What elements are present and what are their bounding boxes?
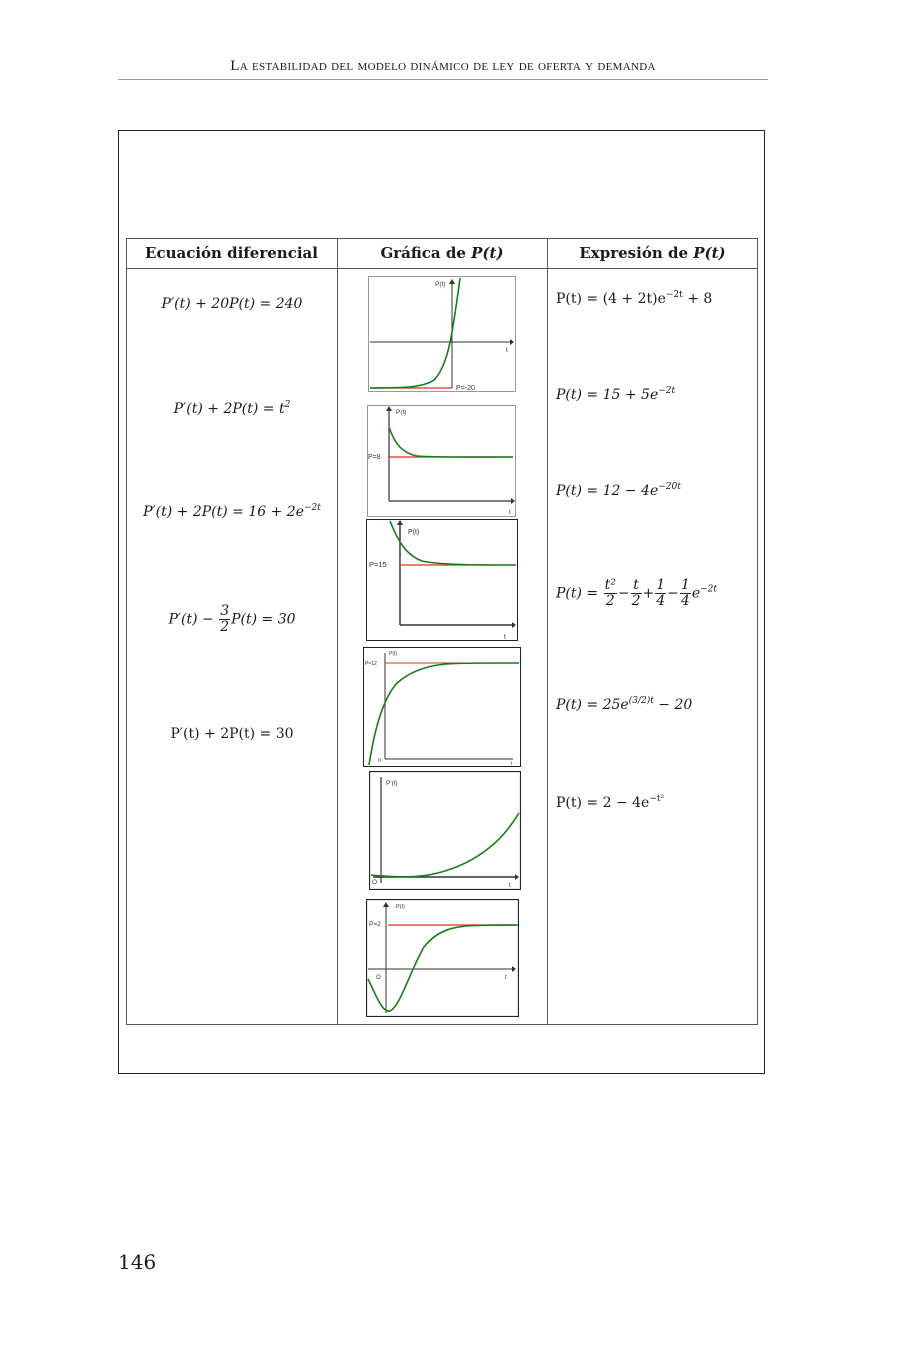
graph-solution-2 <box>367 405 516 517</box>
origin-label: 0 <box>378 758 381 764</box>
equilibrium-label: P=8 <box>368 454 381 461</box>
solution-expression: $P(t) = 25e^{(3/2)t} - 20$ <box>556 696 693 713</box>
differential-equation: P′(t) + 20P(t) = 240 <box>161 296 303 312</box>
equilibrium-label: P=12 <box>365 661 377 667</box>
graph-solution-1 <box>368 276 516 392</box>
solution-expression: $P(t) = (4 + 2t)e^{-2t} + 8$ <box>556 290 713 307</box>
column-header-graph: Gráfica de P(t) <box>380 244 504 262</box>
solution-expression: $P(t) = 15 + 5e^{-2t}$ <box>556 386 676 403</box>
header-rule <box>118 79 768 80</box>
y-axis-label: P'(t) <box>386 780 398 787</box>
origin-label: O <box>372 879 378 886</box>
origin-label: O <box>376 975 381 981</box>
equilibrium-label: P=-20 <box>456 385 475 392</box>
graph-solution-6 <box>366 899 519 1017</box>
y-axis-label: P(t) <box>435 281 446 288</box>
equilibrium-label: P=2 <box>369 921 381 928</box>
y-axis-label: P(t) <box>396 409 407 416</box>
differential-equation: $P'(t) + 2P(t) = t^2$ <box>173 400 291 417</box>
x-axis-label: t <box>509 882 511 889</box>
x-axis-label: t <box>505 975 507 981</box>
column-header-equation: Ecuación diferencial <box>145 244 318 262</box>
differential-equation: P′(t) − $\frac{3}{2}$ P(t) = 30 <box>168 603 296 635</box>
graph-solution-5 <box>369 771 521 890</box>
x-axis-label: t <box>506 347 508 354</box>
graph-solution-3 <box>366 519 518 641</box>
differential-equation: $P'(t) + 2P(t) = 16 + 2e^{-2t}$ <box>143 503 321 520</box>
equilibrium-label: P=15 <box>369 560 387 569</box>
running-head: La estabilidad del modelo dinámico de ley de oferta y demanda <box>230 58 656 74</box>
page-number: 146 <box>118 1250 157 1274</box>
x-axis-label: t <box>504 634 506 641</box>
solution-expression: $P(t) = 12 - 4e^{-20t}$ <box>556 482 681 499</box>
differential-equation: P′(t) + 2P(t) = 30 <box>170 726 294 742</box>
x-axis-label: t <box>509 509 511 516</box>
graph-solution-4 <box>363 647 521 767</box>
column-header-expression: Expresión de P(t) <box>579 244 726 262</box>
y-axis-label: P(t) <box>408 529 420 536</box>
y-axis-label: P(t) <box>396 904 405 910</box>
solution-expression: P(t) = $\frac{\text{t²}}{2}$ − $\frac{t}{2}$ + $\frac{1}{4}$ − $\frac{1}{4}$ $e^{-2t}$ <box>556 577 718 609</box>
column-divider <box>337 238 338 1025</box>
x-axis-label: t <box>511 761 513 767</box>
y-axis-label: P(t) <box>389 651 398 657</box>
column-divider <box>547 238 548 1025</box>
header-divider <box>126 268 758 269</box>
solution-expression: $P(t) = 2 - 4e^{-t^2}$ <box>556 794 665 811</box>
